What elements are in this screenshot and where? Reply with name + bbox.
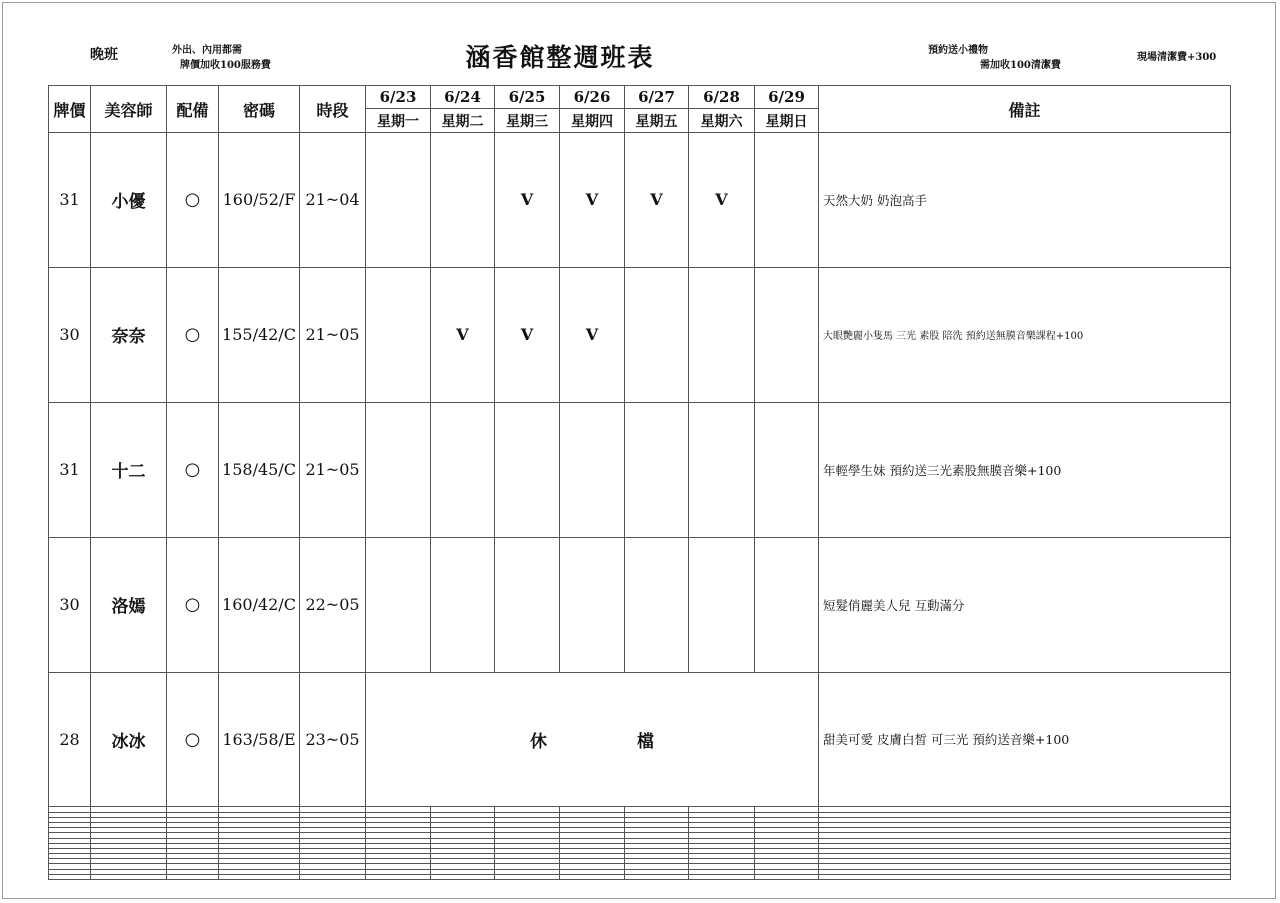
rest-label-1: 休: [530, 731, 547, 752]
time-cell: 22~05: [300, 537, 366, 672]
price-cell: 28: [49, 672, 91, 807]
header-date: 6/29: [755, 86, 819, 109]
time-cell: 21~05: [300, 402, 366, 537]
day-cell: [755, 267, 819, 402]
header-date: 6/24: [431, 86, 495, 109]
onsite-cleaning-fee-note: 現場清潔費+300: [1137, 52, 1217, 63]
day-cell: [366, 267, 431, 402]
header-code: 密碼: [219, 86, 300, 133]
day-cell: [625, 402, 689, 537]
time-cell: 23~05: [300, 672, 366, 807]
reservation-note-line-1: 預約送小禮物: [928, 45, 988, 56]
shift-label: 晚班: [90, 47, 118, 63]
day-cell: V: [495, 133, 560, 268]
header-price: 牌價: [49, 86, 91, 133]
day-cell: [431, 402, 495, 537]
header-weekday: 星期四: [560, 109, 625, 133]
name-cell: 洛嫣: [91, 537, 167, 672]
page-title: 涵香館整週班表: [465, 43, 655, 72]
day-cell: V: [431, 267, 495, 402]
weekly-schedule-table: [48, 85, 1231, 880]
day-cell: [366, 402, 431, 537]
header-notes: 備註: [819, 86, 1231, 133]
name-cell: 小優: [91, 133, 167, 268]
day-cell: [431, 537, 495, 672]
header-weekday: 星期六: [689, 109, 755, 133]
price-cell: 31: [49, 402, 91, 537]
header-date: 6/26: [560, 86, 625, 109]
table-row: [49, 402, 1231, 537]
rest-label-2: 檔: [637, 731, 654, 752]
rest-week-cell: [366, 672, 819, 807]
day-cell: [689, 267, 755, 402]
day-cell: [755, 133, 819, 268]
equip-circle-icon: ○: [167, 267, 219, 402]
equip-circle-icon: ○: [167, 537, 219, 672]
day-cell: [495, 537, 560, 672]
note-cell: 年輕學生妹 預約送三光素股無膜音樂+100: [819, 402, 1231, 537]
day-cell: [560, 402, 625, 537]
code-cell: 158/45/C: [219, 402, 300, 537]
equip-circle-icon: ○: [167, 133, 219, 268]
note-cell: 短髮俏麗美人兒 互動滿分: [819, 537, 1231, 672]
equip-circle-icon: ○: [167, 402, 219, 537]
day-cell: [689, 537, 755, 672]
day-cell: [495, 402, 560, 537]
code-cell: 160/42/C: [219, 537, 300, 672]
equip-circle-icon: ○: [167, 672, 219, 807]
header-weekday: 星期二: [431, 109, 495, 133]
time-cell: 21~05: [300, 267, 366, 402]
day-cell: V: [625, 133, 689, 268]
header-date: 6/25: [495, 86, 560, 109]
empty-row: [49, 874, 1231, 879]
reservation-note-line-2: 需加收100清潔費: [980, 60, 1061, 71]
day-cell: [366, 537, 431, 672]
day-cell: [625, 267, 689, 402]
header-weekday: 星期一: [366, 109, 431, 133]
name-cell: 奈奈: [91, 267, 167, 402]
header-equip: 配備: [167, 86, 219, 133]
code-cell: 155/42/C: [219, 267, 300, 402]
header-date: 6/27: [625, 86, 689, 109]
table-row: [49, 672, 1231, 807]
price-cell: 31: [49, 133, 91, 268]
name-cell: 冰冰: [91, 672, 167, 807]
header-weekday: 星期日: [755, 109, 819, 133]
day-cell: [755, 402, 819, 537]
day-cell: V: [560, 133, 625, 268]
day-cell: [755, 537, 819, 672]
name-cell: 十二: [91, 402, 167, 537]
code-cell: 163/58/E: [219, 672, 300, 807]
day-cell: [625, 537, 689, 672]
service-fee-note-line-1: 外出、內用都需: [172, 45, 242, 56]
time-cell: 21~04: [300, 133, 366, 268]
header-weekday: 星期五: [625, 109, 689, 133]
day-cell: [431, 133, 495, 268]
price-cell: 30: [49, 267, 91, 402]
price-cell: 30: [49, 537, 91, 672]
day-cell: [560, 537, 625, 672]
day-cell: [689, 402, 755, 537]
note-cell: 天然大奶 奶泡高手: [819, 133, 1231, 268]
day-cell: V: [689, 133, 755, 268]
table-row: [49, 267, 1231, 402]
table-row: [49, 537, 1231, 672]
note-cell: 大眼艷麗小隻馬 三光 素股 陪洗 預約送無膜音樂課程+100: [819, 267, 1231, 402]
day-cell: [366, 133, 431, 268]
day-cell: V: [560, 267, 625, 402]
note-cell: 甜美可愛 皮膚白皙 可三光 預約送音樂+100: [819, 672, 1231, 807]
table-row: [49, 133, 1231, 268]
header-date: 6/23: [366, 86, 431, 109]
day-cell: V: [495, 267, 560, 402]
service-fee-note-line-2: 牌價加收100服務費: [180, 60, 271, 71]
header-name: 美容師: [91, 86, 167, 133]
header-date: 6/28: [689, 86, 755, 109]
header-time: 時段: [300, 86, 366, 133]
header-weekday: 星期三: [495, 109, 560, 133]
code-cell: 160/52/F: [219, 133, 300, 268]
